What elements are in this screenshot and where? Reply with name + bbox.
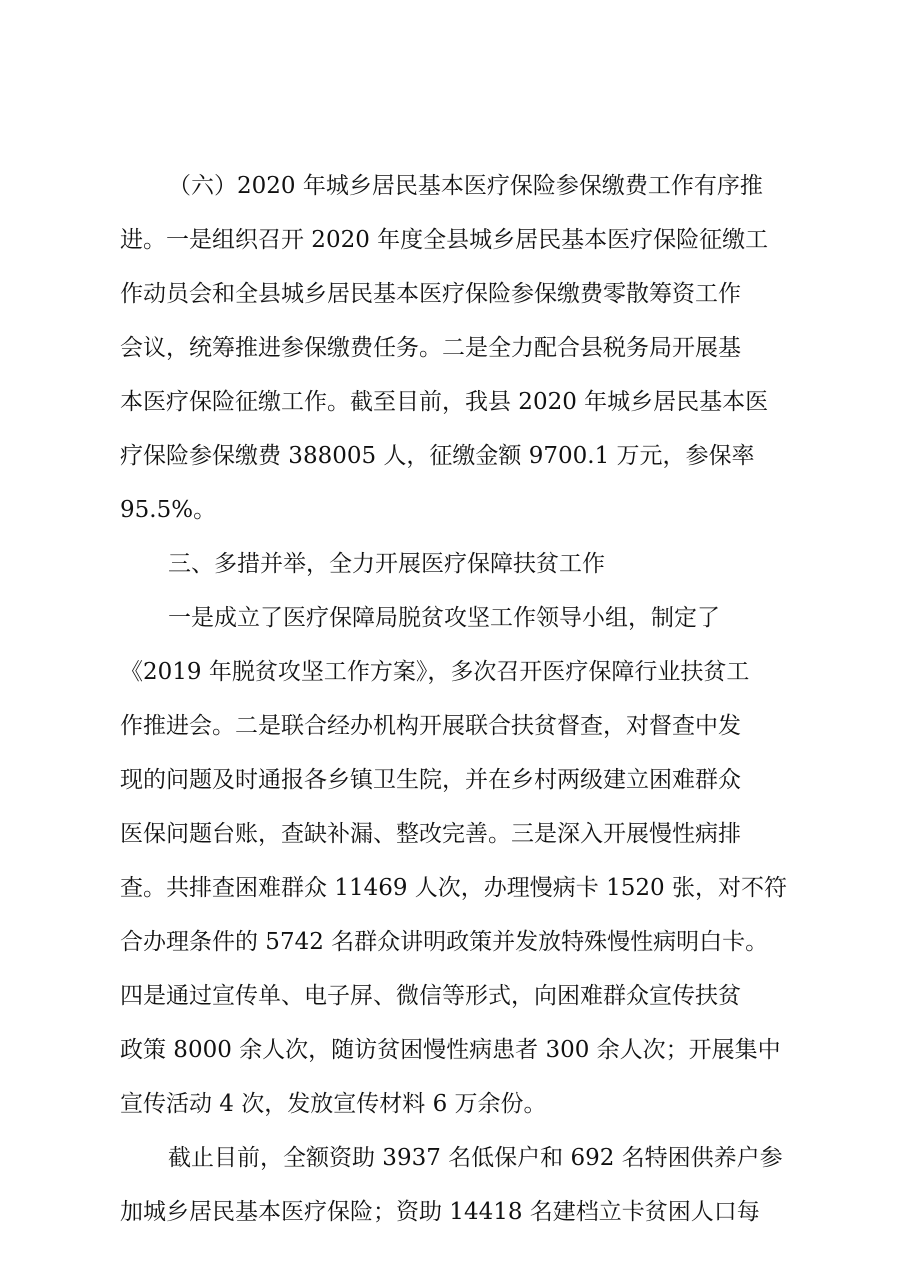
paragraph-line [0, 594, 909, 642]
paragraph-line [0, 324, 909, 372]
paragraph-line [0, 918, 909, 966]
line-text: 现的问题及时通报各乡镇卫生院，并在乡村两级建立困难群众 [120, 767, 741, 793]
paragraph-line [0, 756, 909, 804]
paragraph-line [0, 648, 909, 696]
line-text: （六）2020 年城乡居民基本医疗保险参保缴费工作有序推 [168, 173, 763, 199]
paragraph-line [0, 702, 909, 750]
line-text: 截止目前，全额资助 3937 名低保户和 692 名特困供养户参 [168, 1145, 783, 1171]
line-text: 合办理条件的 5742 名群众讲明政策并发放特殊慢性病明白卡。 [120, 929, 769, 955]
paragraph-line [0, 162, 909, 210]
paragraph-line [0, 1080, 909, 1128]
line-text: 进。一是组织召开 2020 年度全县城乡居民基本医疗保险征缴工 [120, 227, 769, 253]
heading-text: 三、多措并举，全力开展医疗保障扶贫工作 [168, 551, 605, 577]
paragraph-line [0, 216, 909, 264]
paragraph-line [0, 972, 909, 1020]
paragraph-line [0, 810, 909, 858]
line-text: 医保问题台账，查缺补漏、整改完善。三是深入开展慢性病排 [120, 821, 741, 847]
paragraph-line [0, 270, 909, 318]
line-text: 政策 8000 余人次，随访贫困慢性病患者 300 余人次；开展集中 [120, 1037, 781, 1063]
line-text: 会议，统筹推进参保缴费任务。二是全力配合县税务局开展基 [120, 335, 741, 361]
paragraph-line [0, 432, 909, 480]
paragraph-line [0, 378, 909, 426]
line-text: 一是成立了医疗保障局脱贫攻坚工作领导小组，制定了 [168, 605, 720, 631]
line-text: 宣传活动 4 次，发放宣传材料 6 万余份。 [120, 1091, 547, 1117]
line-text: 疗保险参保缴费 388005 人，征缴金额 9700.1 万元，参保率 [120, 443, 755, 469]
line-text: 95.5%。 [120, 497, 217, 523]
paragraph-line [0, 486, 909, 534]
paragraph-line [0, 1026, 909, 1074]
line-text: 本医疗保险征缴工作。截至目前，我县 2020 年城乡居民基本医 [120, 389, 769, 415]
line-text: 作推进会。二是联合经办机构开展联合扶贫督查，对督查中发 [120, 713, 741, 739]
line-text: 四是通过宣传单、电子屏、微信等形式，向困难群众宣传扶贫 [120, 983, 741, 1009]
line-text: 《2019 年脱贫攻坚工作方案》，多次召开医疗保障行业扶贫工 [120, 659, 750, 685]
paragraph-line [0, 864, 909, 912]
line-text: 加城乡居民基本医疗保险；资助 14418 名建档立卡贫困人口每 [120, 1199, 760, 1225]
line-text: 作动员会和全县城乡居民基本医疗保险参保缴费零散筹资工作 [120, 281, 741, 307]
line-text: 查。共排查困难群众 11469 人次，办理慢病卡 1520 张，对不符 [120, 875, 787, 901]
paragraph-line [0, 1134, 909, 1182]
paragraph-line [0, 1188, 909, 1236]
section-heading [0, 540, 909, 588]
